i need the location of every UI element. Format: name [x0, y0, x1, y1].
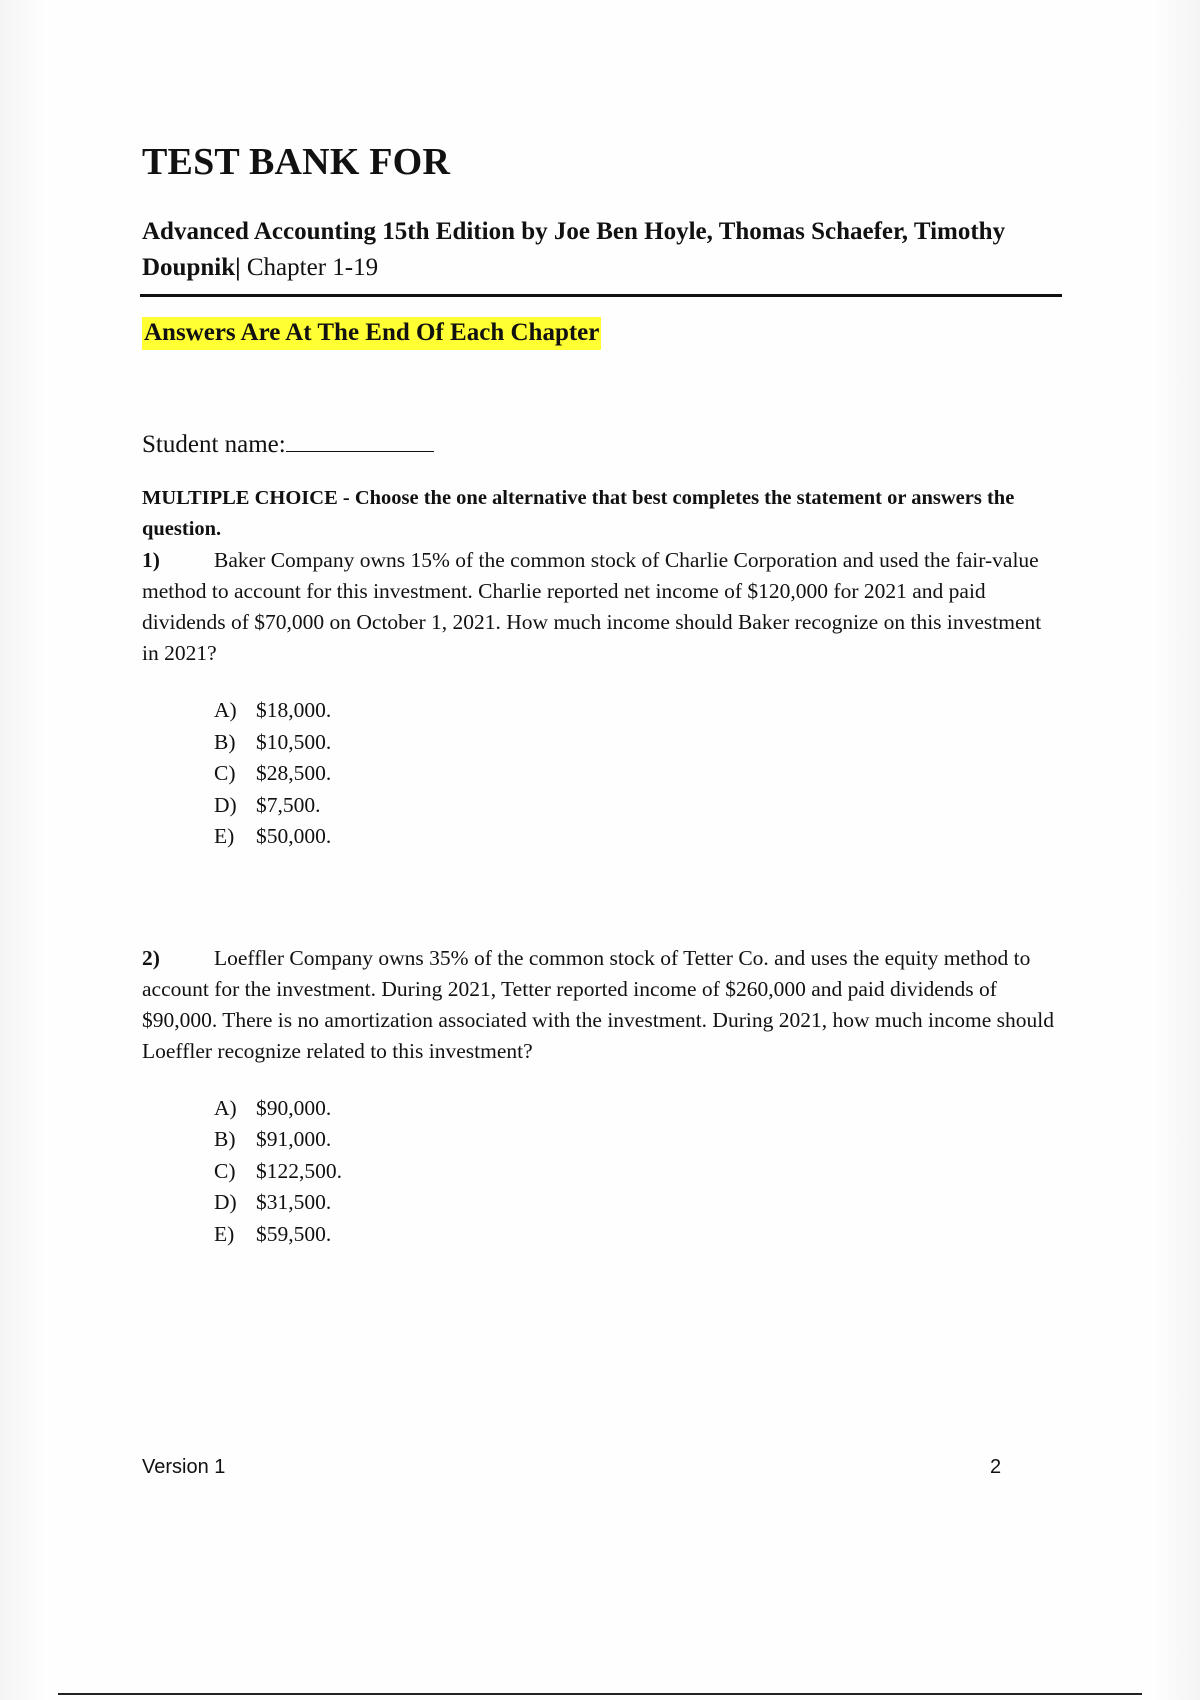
option-letter: A): [214, 698, 237, 722]
multiple-choice-heading: MULTIPLE CHOICE - Choose the one alternative that best completes the statement or answers the question.: [142, 487, 1015, 540]
option-letter: B): [214, 729, 236, 754]
document-subtitle: [142, 214, 1062, 286]
question-number: 1): [142, 548, 160, 572]
question-1: [142, 545, 1062, 853]
student-name-blank: [286, 429, 434, 452]
question-number: 2): [142, 945, 160, 970]
option-letter: E): [214, 824, 235, 848]
option-letter: B): [214, 1127, 236, 1151]
option-letter: D): [214, 1190, 237, 1214]
footer-page-number: 2: [990, 1456, 1002, 1478]
option-letter: D): [214, 792, 237, 817]
option-value: $91,000.: [256, 1127, 332, 1151]
option-letter: A): [214, 1095, 237, 1120]
option-value: $31,500.: [256, 1190, 332, 1214]
option-value: $18,000.: [256, 698, 332, 722]
answer-option-a: [214, 1093, 1062, 1125]
subtitle-book: Advanced Accounting 15th Edition by Joe Ben Hoyle, Thomas Schaefer, Timothy Doupnik|: [142, 218, 1006, 281]
answer-option-e: [214, 821, 1062, 853]
header-rule: [140, 294, 1062, 297]
option-value: $50,000.: [256, 824, 332, 848]
answers-note: Answers Are At The End Of Each Chapter: [142, 317, 601, 350]
question-text: [142, 545, 1062, 669]
answer-options: [214, 695, 1062, 853]
question-body: Loeffler Company owns 35% of the common stock of Tetter Co. and uses the equity method to account for the investment. During 2021, Tetter reported income of $260,000 and paid dividends of $90,000. There is no amortization associated with the investment. During 2021, how much income should Loeffler recognize related to this investment?: [142, 945, 1054, 1063]
student-name-label: Student name:: [142, 431, 286, 458]
document-title: TEST BANK FOR: [142, 141, 451, 183]
answer-option-d: [214, 1187, 1062, 1219]
answer-option-b: [214, 727, 1062, 759]
page-bottom-rule: [58, 1693, 1142, 1695]
option-value: $59,500.: [256, 1221, 332, 1246]
option-letter: C): [214, 1158, 236, 1183]
option-value: $28,500.: [256, 761, 332, 785]
footer-version: Version 1: [142, 1456, 226, 1478]
option-value: $90,000.: [256, 1095, 332, 1120]
answer-options: [214, 1093, 1062, 1251]
option-value: $122,500.: [256, 1158, 342, 1183]
subtitle-chapters: Chapter 1-19: [240, 254, 379, 281]
answer-option-d: [214, 790, 1062, 822]
option-letter: E): [214, 1221, 235, 1246]
answer-option-c: [214, 758, 1062, 790]
page-edge-right: [1154, 0, 1200, 1700]
answer-option-b: [214, 1124, 1062, 1156]
answer-option-e: [214, 1219, 1062, 1251]
highlight-line: [142, 319, 1062, 347]
question-body: Baker Company owns 15% of the common stock of Charlie Corporation and used the fair-value method to account for this investment. Charlie reported net income of $120,000 for 2021 and paid dividends of $70,000 on October 1, 2021. How much income should Baker recognize on this investment in 2021?: [142, 548, 1042, 665]
answer-option-c: [214, 1156, 1062, 1188]
option-value: $10,500.: [256, 729, 332, 754]
question-text: [142, 943, 1062, 1067]
option-letter: C): [214, 761, 236, 785]
answer-option-a: [214, 695, 1062, 727]
student-name-line: [142, 429, 1062, 459]
option-value: $7,500.: [256, 792, 321, 817]
page-content: [142, 140, 1062, 1250]
page-edge-left: [0, 0, 46, 1700]
question-2: [142, 943, 1062, 1251]
